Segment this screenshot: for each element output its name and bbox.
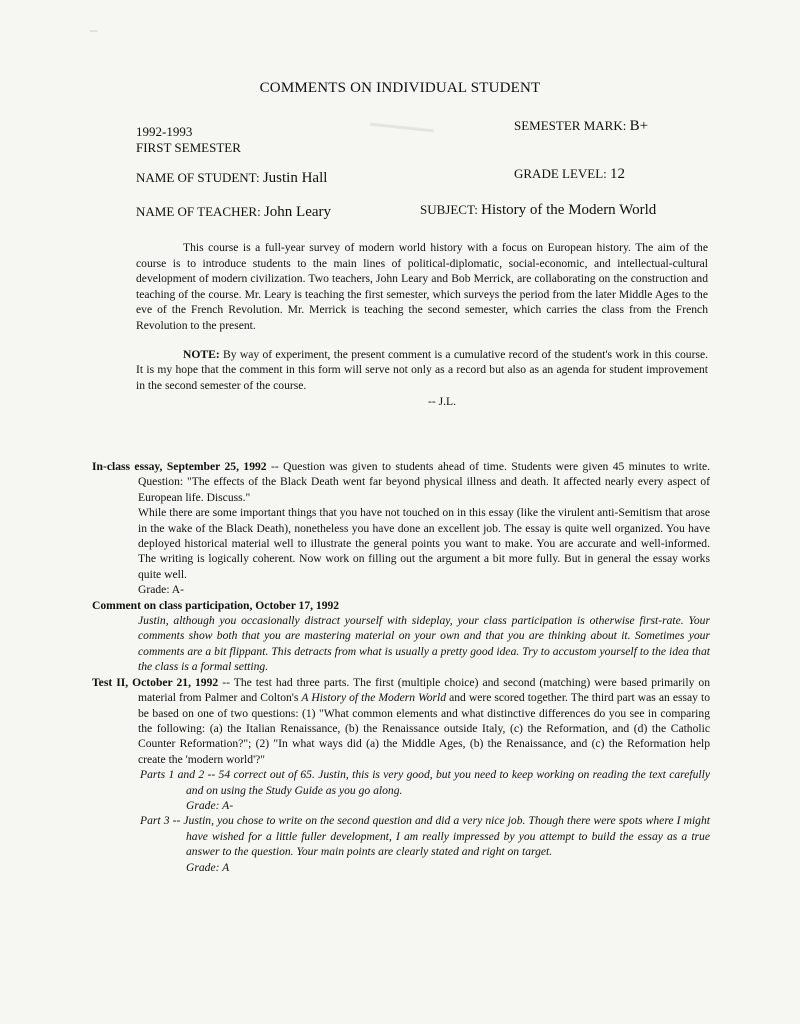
entry-part-3 xyxy=(140,813,710,875)
entry-heading: In-class essay, September 25, 1992 xyxy=(92,460,267,473)
teacher-name-label: NAME OF TEACHER: xyxy=(136,204,261,219)
note-paragraph xyxy=(136,347,708,394)
comment-entries xyxy=(92,459,710,875)
subject-value: History of the Modern World xyxy=(481,202,657,218)
scan-speck xyxy=(90,30,98,32)
entry-heading-paragraph xyxy=(92,459,710,505)
entry-heading: Test II, October 21, 1992 xyxy=(92,675,219,689)
entry-heading-paragraph xyxy=(92,675,710,767)
subject-label: SUBJECT: xyxy=(420,202,478,217)
document-title: COMMENTS ON INDIVIDUAL STUDENT xyxy=(259,80,541,96)
note-signature: -- J.L. xyxy=(427,395,456,409)
grade-level-label: GRADE LEVEL: xyxy=(514,166,607,181)
teacher-name-value: John Leary xyxy=(263,204,332,220)
course-introduction xyxy=(136,240,708,410)
entry-book-title: A History of the Modern World xyxy=(301,691,447,705)
entry-in-class-essay xyxy=(92,459,710,598)
scan-smudge xyxy=(370,123,434,133)
entry-heading-rest: -- Question was given to students ahead of time. Students were given 45 minutes to write. Question: "The effects of the Black Death went far beyond physical illness and death. It affected nearly every aspect of European life. Discuss." xyxy=(138,460,710,504)
part-1-2-grade: Grade: A- xyxy=(186,798,234,812)
entry-class-participation xyxy=(92,598,710,675)
grade-level xyxy=(514,166,625,183)
part-3-grade: Grade: A xyxy=(186,860,230,874)
semester-label: FIRST SEMESTER xyxy=(136,140,241,155)
intro-paragraph: This course is a full-year survey of modern world history with a focus on European history. The aim of the course is to introduce students to the main lines of political-diplomatic, social-economic, and intellectual-cultural development of modern civilization. Two teachers, John Leary and Bob Merrick, are collaborating on the construction and teaching of the course. Mr. Leary is teaching the first semester, which surveys the period from the later Middle Ages to the eve of the French Revolution. Mr. Merrick is teaching the second semester, which carries the class from the French Revolution to the present. xyxy=(136,241,708,332)
entry-grade: Grade: A- xyxy=(138,583,185,597)
semester-mark-value: B+ xyxy=(629,118,649,134)
entry-part-1-2 xyxy=(140,767,710,813)
subject xyxy=(420,202,656,219)
entry-test-ii xyxy=(92,675,710,875)
note-label: NOTE: xyxy=(183,347,220,361)
student-name-label: NAME OF STUDENT: xyxy=(136,170,260,185)
school-years: 1992-1993 xyxy=(136,124,193,139)
entry-heading: Comment on class participation, October 17, 1992 xyxy=(92,598,340,612)
part-3-comment: Part 3 -- Justin, you chose to write on the second question and did a very nice job. Though there were spots where I might have wished for a little fuller development, I am really impressed by you attempt to build the essay as a true answer to the question. Your main points are clearly stated and right on target. xyxy=(140,814,710,859)
entry-comment: Justin, although you occasionally distract yourself with sideplay, your class participation is otherwise first-rate. Your comments show both that you are mastering material on your own and that you are thinking about it. Sometimes your comments are a bit flippant. This detracts from what is usually a pretty good idea. Try to accustom yourself to the idea that the class is a formal setting. xyxy=(138,614,710,674)
part-1-2-comment: Parts 1 and 2 -- 54 correct out of 65. Justin, this is very good, but you need to keep working on reading the text carefully and on using the Study Guide as you go along. xyxy=(140,768,710,797)
student-name-value: Justin Hall xyxy=(262,170,328,186)
teacher-name xyxy=(136,204,331,221)
entry-heading-rest-1: -- The test had three parts. The first (multiple choice) and second (matching) were based primarily on material from Palmer and Colton's xyxy=(138,675,710,705)
entry-comment: While there are some important things that you have not touched on in this essay (like the virulent anti-Semitism that arose in the wake of the Black Death), nonetheless you have done an excellent job. The essay is quite well organized. You have deployed historical material well to illustrate the general points you want to make. You are accurate and well-informed. The writing is logically coherent. Now work on filling out the argument a bit more fully. But in general the essay works quite well. xyxy=(138,506,710,581)
semester-mark xyxy=(514,118,648,135)
grade-level-value: 12 xyxy=(610,166,626,182)
semester-mark-label: SEMESTER MARK: xyxy=(514,118,627,133)
note-text: By way of experiment, the present comment is a cumulative record of the student's work in this course. It is my hope that the comment in this form will serve not only as a record but also as an agenda for student improvement in the second semester of the course. xyxy=(136,347,708,392)
entry-heading-rest-2: and were scored together. The third part was an essay to be based on one of two questions: (1) "What common elements and what distinctive differences do you see in comparing the following: (a) the Italian Renaissance, (b) the Renaissance outside Italy, (c) the Reformation, and (d) the Catholic Counter Reformation?"; (2) "In what ways did (a) the Middle Ages, (b) the Renaissance, and (c) the Reformation help create the 'modern world'?" xyxy=(138,691,710,766)
student-name xyxy=(136,170,327,187)
